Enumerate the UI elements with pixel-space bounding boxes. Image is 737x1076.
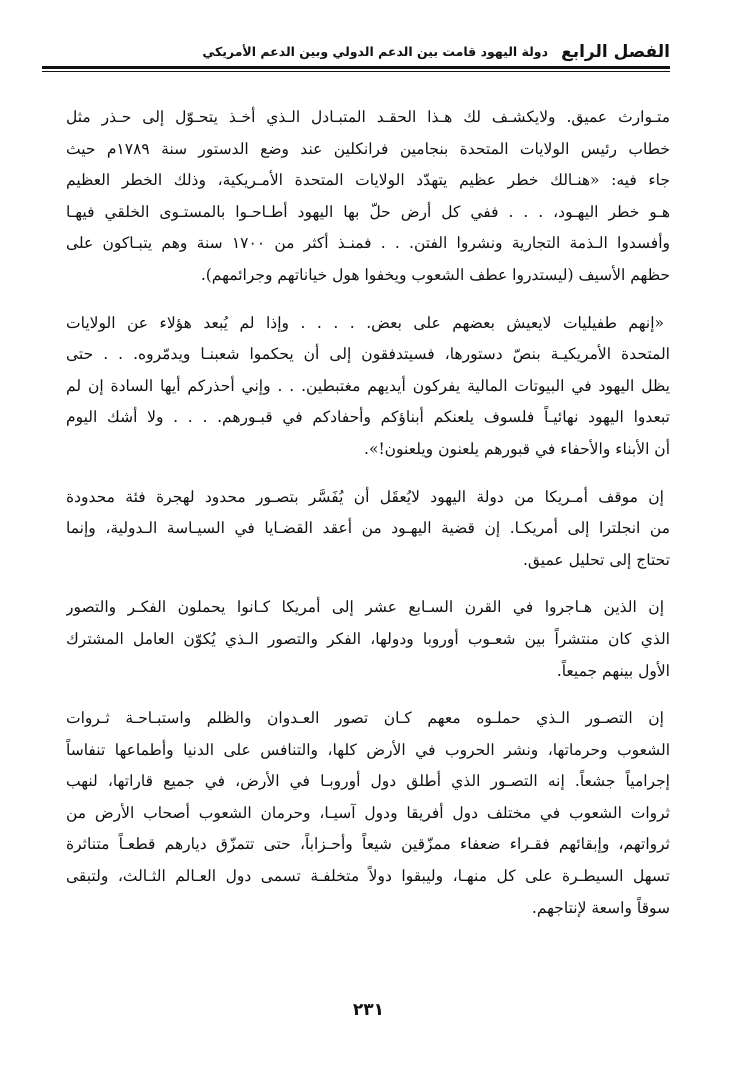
text-line: خطاب رئيس الولايات المتحدة بنجامين فرانكلين عند وضع الدستور سنة ١٧٨٩م حيث [66, 139, 670, 158]
text-line: تحتاج إلى تحليل عميق. [522, 550, 670, 569]
page-number: ٢٣١ [352, 1000, 385, 1020]
text-line: حظهم الأسيف (ليستدروا عطف الشعوب ويخفوا هول خياناتهم وجرائمهم). [200, 265, 670, 284]
text-line: من انجلترا إلى أمريكـا. إن قضية اليهـود من أعقد القضـايا في السيـاسة الـدولية، وإنما [66, 519, 670, 538]
text-line: تسهل السيطـرة على كل منهـا، وليبقوا دولاً متخلفـة تسمى دول العـالم الثـالث، ولتبقى [66, 867, 670, 886]
paragraph [66, 592, 670, 687]
text-line: جاء فيه: «هنـالك خطر عظيم يتهدّد الولايات المتحدة الأمـريكية، وذلك الخطر العظيم [66, 171, 670, 190]
text-line: إن موقف أمـريكا من دولة اليهود لايُعقَل أن يُفَسَّر بتصـور محدود لهجرة فئة محدودة [66, 487, 664, 506]
text-line: متـوارث عميق. ولايكشـف لك هـذا الحقـد المتبـادل الـذي أخـذ يتحـوّل إلى حـذر مثل [66, 108, 670, 126]
paragraph [66, 102, 670, 292]
text-line: وأفسدوا الـذمة التجارية ونشروا الفتن. . . فمنـذ أكثر من ١٧٠٠ سنة وهم يتبـاكون على [66, 234, 670, 253]
text-line: إن التصـور الـذي حملـوه معهم كـان تصور العـدوان والظلم واستبـاحـة ثـروات [66, 709, 664, 728]
paragraph [66, 308, 670, 466]
text-line: يظل اليهود في البيوتات المالية يفركون أيديهم مغتبطين. . . وإني أحذركم أيها السادة إن لم [66, 376, 670, 395]
text-line: إجرامياً جشعاً. إنه التصـور الذي أطلق دول أوروبـا في الأرض، في جميع قاراتها، لنهب [66, 772, 670, 791]
text-line: هـو خطر اليهـود، . . . ففي كل أرض حلّ بها اليهود أطـاحـوا بالمستـوى الخلقي فيهـا [66, 202, 670, 221]
text-line: الأول بينهم جميعاً. [556, 661, 670, 680]
text-line: أن الأبناء والأحفاء في قبورهم يلعنون ويلعنون!». [364, 439, 670, 458]
text-line: المتحدة الأمريكيـة بنصّ دستورها، فسيتدفقون إلى أن يحكموا شعبنـا ويدمّروه. . . حتى [66, 345, 670, 364]
chapter-title: الفصل الرابع [561, 42, 670, 62]
page-header [42, 36, 670, 72]
text-line: ثروات الشعوب في مختلف دول أفريقا ودول آسيـا، وحرمان الشعوب أصحاب الأرض من [66, 803, 670, 822]
paragraph [66, 482, 670, 577]
text-line: ثرواتهم، وإبقائهم فقـراء ضعفاء ممزّقين شيعاً وأحـزاباً، حتى تتمزّق ديارهم قطعـاً متناثرة [66, 835, 670, 854]
header-rule-thin [42, 71, 670, 72]
text-line: سوقاً واسعة لإنتاجهم. [531, 898, 670, 917]
text-line: تبعدوا اليهود نهائيـاً فلسوف يلعنكم أبناؤكم وأحفادكم في قبـورهم. . . . ولا أشك اليوم [66, 408, 670, 427]
text-line: الذي كان منتشراً بين شعـوب أوروبا ودولها، الفكر والتصور الـذي يُكوّن العامل المشترك [66, 629, 670, 648]
page-body [66, 102, 670, 924]
running-title: دولة اليهود قامت بين الدعم الدولي وبين الدعم الأمريكي [202, 44, 548, 59]
header-rule-thick [42, 66, 670, 69]
text-line: «إنهم طفيليات لايعيش بعضهم على بعض. . . . . وإذا لم يُبعد هؤلاء عن الولايات [66, 313, 664, 332]
text-line: الشعوب وحرماتها، ونشر الحروب في الأرض كلها، والتنافس على الدنيا وأطماعها تنفاساً [66, 740, 670, 759]
paragraph [66, 703, 670, 924]
text-line: إن الذين هـاجروا في القرن السـابع عشر إلى أمريكا كـانوا يحملون الفكـر والتصور [66, 598, 664, 617]
